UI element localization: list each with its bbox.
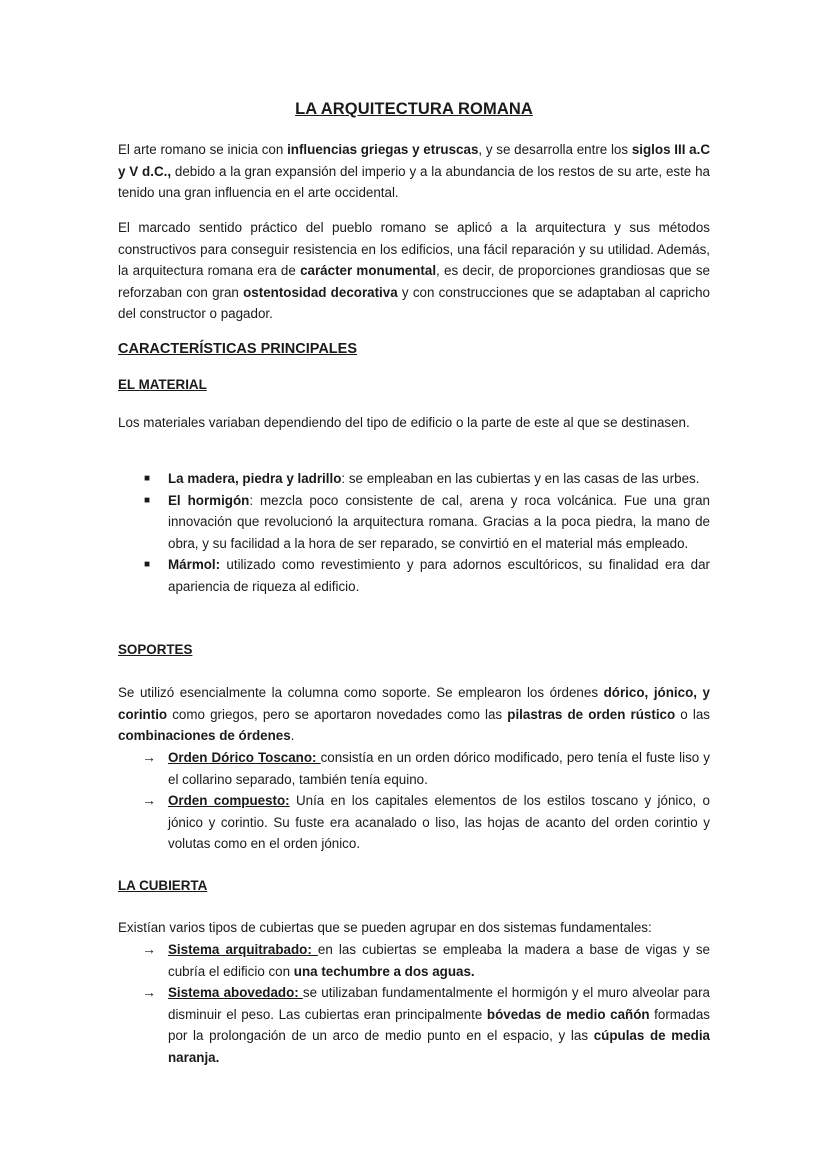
section-heading-soportes: SOPORTES — [118, 642, 193, 657]
list-item: → Sistema arquitrabado: en las cubiertas se empleaba la madera a base de vigas y se cubría el edificio con una techumbre a dos aguas. — [142, 941, 710, 979]
cubierta-intro: Existían varios tipos de cubiertas que se pueden agrupar en dos sistemas fundamentales: — [118, 920, 652, 935]
arrow-right-icon: → — [142, 792, 156, 808]
page-title: LA ARQUITECTURA ROMANA — [295, 100, 533, 118]
square-bullet-icon: ■ — [144, 494, 151, 506]
list-item: ■ El hormigón: mezcla poco consistente de cal, arena y roca volcánica. Fue una gran innovación que revolucionó la arquitectura romana. Gracias a la poca piedra, la mano de obra, y su facilidad a la hora de ser reparado, se convirtió en el material más empleado. — [118, 490, 710, 555]
cubierta-list — [118, 939, 710, 1068]
list-item: ■ La madera, piedra y ladrillo: se empleaban en las cubiertas y en las casas de las urbes. — [118, 468, 710, 490]
list-item: → Orden Dórico Toscano: consistía en un orden dórico modificado, pero tenía el fuste liso y el collarino separado, también tenía equino. — [142, 749, 710, 787]
intro-paragraph-1: El arte romano se inicia con influencias griegas y etruscas, y se desarrolla entre los siglos III a.C y V d.C., debido a la gran expansión del imperio y a la abundancia de los restos de su arte, este ha tenido una gran influencia en el arte occidental. — [118, 142, 710, 200]
soportes-paragraph: Se utilizó esencialmente la columna como soporte. Se emplearon los órdenes dórico, jónico, y corintio como griegos, pero se aportaron novedades como las pilastras de orden rústico o las combinaciones de órdenes. — [118, 685, 710, 743]
material-intro: Los materiales variaban dependiendo del tipo de edificio o la parte de este al que se destinasen. — [118, 415, 690, 430]
list-item: → Sistema abovedado: se utilizaban fundamentalmente el hormigón y el muro alveolar para disminuir el peso. Las cubiertas eran principalmente bóvedas de medio cañón formadas por la prolongación de un arco de medio punto en el espacio, y las cúpulas de media naranja. — [142, 984, 710, 1065]
section-heading-cubierta: LA CUBIERTA — [118, 878, 208, 893]
arrow-right-icon: → — [142, 749, 156, 765]
list-item: ■ Mármol: utilizado como revestimiento y para adornos escultóricos, su finalidad era dar apariencia de riqueza al edificio. — [118, 554, 710, 597]
material-list — [118, 468, 710, 597]
square-bullet-icon: ■ — [144, 559, 151, 570]
square-bullet-icon: ■ — [144, 473, 151, 484]
section-heading-material: EL MATERIAL — [118, 377, 207, 392]
section-heading-main: CARACTERÍSTICAS PRINCIPALES — [118, 341, 357, 357]
arrow-right-icon: → — [142, 984, 156, 1000]
soportes-list — [118, 747, 710, 855]
list-item: → Orden compuesto: Unía en los capitales elementos de los estilos toscano y jónico, o jónico y corintio. Su fuste era acanalado o liso, las hojas de acanto del orden corintio y volutas como en el orden jónico. — [142, 792, 710, 851]
intro-paragraph-2: El marcado sentido práctico del pueblo romano se aplicó a la arquitectura y sus métodos constructivos para conseguir resistencia en los edificios, una fácil reparación y su utilidad. Además, la arquitectura romana era de carácter monumental, es decir, de proporciones grandiosas que se reforzaban con gran ostentosidad decorativa y con construcciones que se adaptaban al capricho del constructor o pagador. — [118, 220, 710, 321]
arrow-right-icon: → — [142, 941, 156, 957]
